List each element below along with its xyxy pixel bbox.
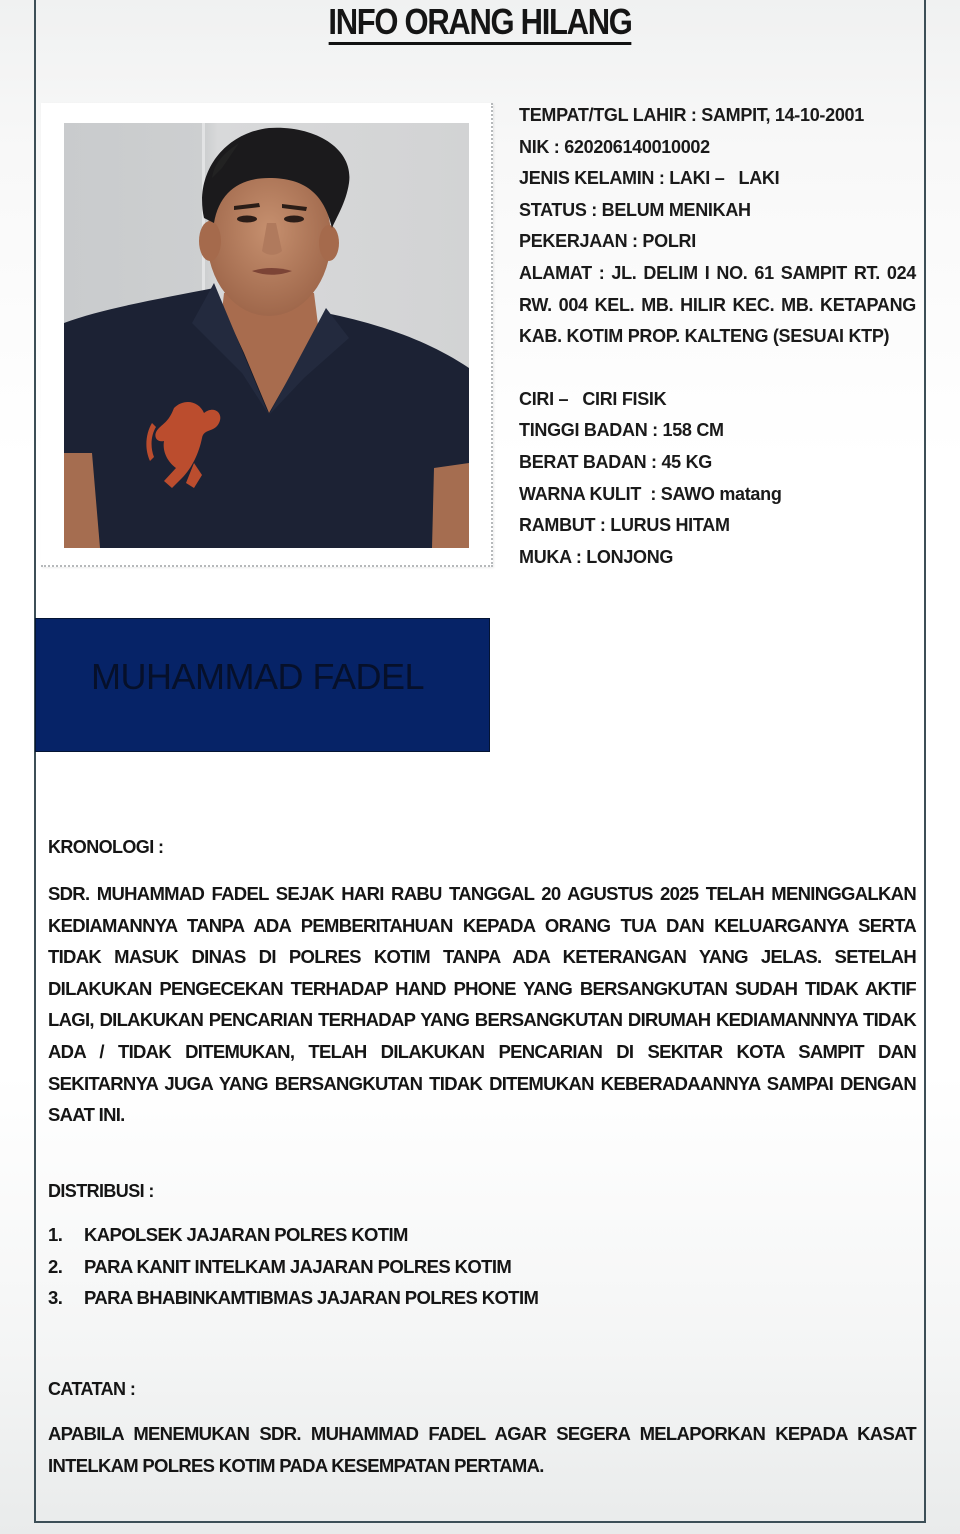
catatan-heading: CATATAN : — [48, 1379, 136, 1399]
hair: RAMBUT : LURUS HITAM — [519, 515, 730, 536]
birth-place-date: TEMPAT/TGL LAHIR : SAMPIT, 14-10-2001 — [519, 105, 864, 125]
catatan-section — [48, 1378, 916, 1481]
kronologi-text: SDR. MUHAMMAD FADEL SEJAK HARI RABU TANGGAL 20 AGUSTUS 2025 TELAH MENINGGALKAN KEDIAMANNYA TANPA ADA PEMBERITAHUAN KEPADA ORANG TUA DAN KELUARGANYA SERTA TIDAK MASUK DINAS DI POLRES KOTIM TANPA ADA KETERANGAN YANG JELAS. SETELAH DILAKUKAN PENGECEKAN TERHADAP HAND PHONE YANG BERSANGKUTAN SUDAH TIDAK AKTIF LAGI, DILAKUKAN PENCARIAN TERHADAP YANG BERSANGKUTAN DIRUMAH KEDIAMANNNYA TIDAK ADA / TIDAK DITEMUKAN, TELAH DILAKUKAN PENCARIAN DI SEKITAR KOTA SAMPIT DAN SEKITARNYA JUGA YANG BERSANGKUTAN TIDAK DITEMUKAN KEBERADAANNYA SAMPAI DENGAN SAAT INI. — [48, 883, 916, 1126]
nik: NIK : 620206140010002 — [519, 136, 710, 157]
distribusi-item-number: 2. — [48, 1255, 63, 1277]
distribusi-item-text: KAPOLSEK JAJARAN POLRES KOTIM — [84, 1224, 408, 1245]
distribusi-item-text: PARA KANIT INTELKAM JAJARAN POLRES KOTIM — [84, 1255, 512, 1277]
distribusi-heading: DISTRIBUSI : — [48, 1181, 154, 1201]
name-banner — [35, 618, 490, 752]
distribusi-section — [48, 1180, 916, 1314]
distribusi-list — [48, 1219, 916, 1314]
distribusi-item-number: 3. — [48, 1287, 63, 1309]
distribusi-item — [48, 1282, 916, 1314]
spacer — [519, 353, 916, 384]
distribusi-item — [48, 1251, 916, 1283]
marital-status: STATUS : BELUM MENIKAH — [519, 199, 751, 220]
height: TINGGI BADAN : 158 CM — [519, 420, 724, 441]
distribusi-item — [48, 1219, 916, 1251]
person-name: MUHAMMAD FADEL — [90, 656, 425, 697]
skin-color: WARNA KULIT : SAWO matang — [519, 483, 782, 504]
identity-details — [519, 100, 916, 573]
occupation: PEKERJAAN : POLRI — [519, 231, 696, 252]
gender: JENIS KELAMIN : LAKI – LAKI — [519, 168, 780, 189]
distribusi-item-number: 1. — [48, 1224, 63, 1245]
catatan-text: APABILA MENEMUKAN SDR. MUHAMMAD FADEL AGAR SEGERA MELAPORKAN KEPADA KASAT INTELKAM POLRES KOTIM PADA KESEMPATAN PERTAMA. — [48, 1423, 916, 1476]
face-shape: MUKA : LONJONG — [519, 546, 674, 567]
address: ALAMAT : JL. DELIM I NO. 61 SAMPIT RT. 024 RW. 004 KEL. MB. HILIR KEC. MB. KETAPANG KAB. KOTIM PROP. KALTENG (SESUAI KTP) — [519, 262, 916, 347]
physical-heading: CIRI – CIRI FISIK — [519, 388, 667, 409]
person-photo — [64, 123, 469, 548]
weight: BERAT BADAN : 45 KG — [519, 451, 712, 472]
person-portrait-icon — [64, 123, 469, 548]
kronologi-heading: KRONOLOGI : — [48, 837, 164, 857]
distribusi-item-text: PARA BHABINKAMTIBMAS JAJARAN POLRES KOTIM — [84, 1287, 539, 1309]
kronologi-section — [48, 836, 916, 1131]
page-title-text: INFO ORANG HILANG — [328, 1, 631, 45]
page-title — [67, 0, 893, 44]
